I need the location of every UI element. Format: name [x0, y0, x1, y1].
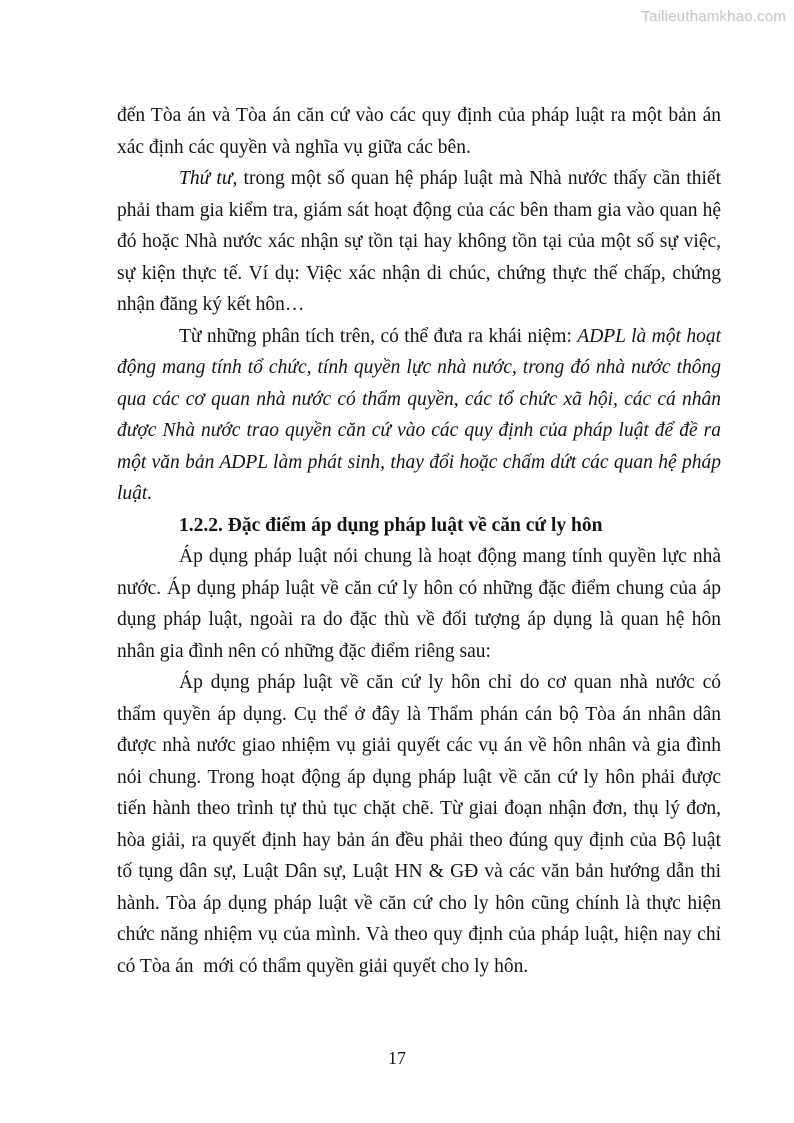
paragraph: [117, 667, 721, 982]
text-segment: ADPL là một hoạt động mang tính tổ chức, tính quyền lực nhà nước, trong đó nhà nước thông qua các cơ quan nhà nước có thẩm quyền, các tổ chức xã hội, các cá nhân được Nhà nước trao quyền căn cứ vào các quy định của pháp luật để đề ra một văn bản ADPL làm phát sinh, thay đổi hoặc chấm dứt các quan hệ pháp luật.: [117, 325, 722, 504]
watermark: Tailieuthamkhao.com: [641, 8, 786, 25]
paragraph: [117, 321, 721, 510]
text-segment: trong một số quan hệ pháp luật mà Nhà nước thấy cần thiết phải tham gia kiểm tra, giám sát hoạt động của các bên tham gia vào quan hệ đó hoặc Nhà nước xác nhận sự tồn tại hay không tồn tại của một số sự việc, sự kiện thực tế. Ví dụ: Việc xác nhận di chúc, chứng thực thế chấp, chứng nhận đăng ký kết hôn…: [117, 168, 721, 315]
text-segment: 1.2.2. Đặc điểm áp dụng pháp luật về căn cứ ly hôn: [179, 514, 603, 536]
text-segment: Từ những phân tích trên, có thể đưa ra khái niệm:: [179, 325, 578, 347]
text-segment: Áp dụng pháp luật về căn cứ ly hôn chỉ do cơ quan nhà nước có thẩm quyền áp dụng. Cụ thể ở đây là Thẩm phán cán bộ Tòa án nhân dân được nhà nước giao nhiệm vụ giải quyết các vụ án về hôn nhân và gia đình nói chung. Trong hoạt động áp dụng pháp luật về căn cứ ly hôn phải được tiến hành theo trình tự thủ tục chặt chẽ. Từ giai đoạn nhận đơn, thụ lý đơn, hòa giải, ra quyết định hay bản án đều phải theo đúng quy định của Bộ luật tố tụng dân sự, Luật Dân sự, Luật HN & GĐ và các văn bản hướng dẫn thi hành. Tòa áp dụng pháp luật về căn cứ cho ly hôn cũng chính là thực hiện chức năng nhiệm vụ của mình. Và theo quy định của pháp luật, hiện nay chỉ có Tòa án mới có thẩm quyền giải quyết cho ly hôn.: [117, 672, 721, 977]
text-segment: đến Tòa án và Tòa án căn cứ vào các quy định của pháp luật ra một bản án xác định các quyền và nghĩa vụ giữa các bên.: [117, 105, 721, 158]
paragraph: [117, 541, 721, 667]
section-heading: [117, 510, 721, 542]
document-body: [117, 100, 721, 982]
text-segment: Thứ tư,: [179, 168, 238, 189]
paragraph: [117, 163, 721, 321]
paragraph: [117, 100, 721, 163]
text-segment: Áp dụng pháp luật nói chung là hoạt động mang tính quyền lực nhà nước. Áp dụng pháp luật về căn cứ ly hôn có những đặc điểm chung của áp dụng pháp luật, ngoài ra do đặc thù về đối tượng áp dụng là quan hệ hôn nhân gia đình nên có những đặc điểm riêng sau:: [117, 546, 721, 662]
page-number: 17: [388, 1048, 406, 1068]
